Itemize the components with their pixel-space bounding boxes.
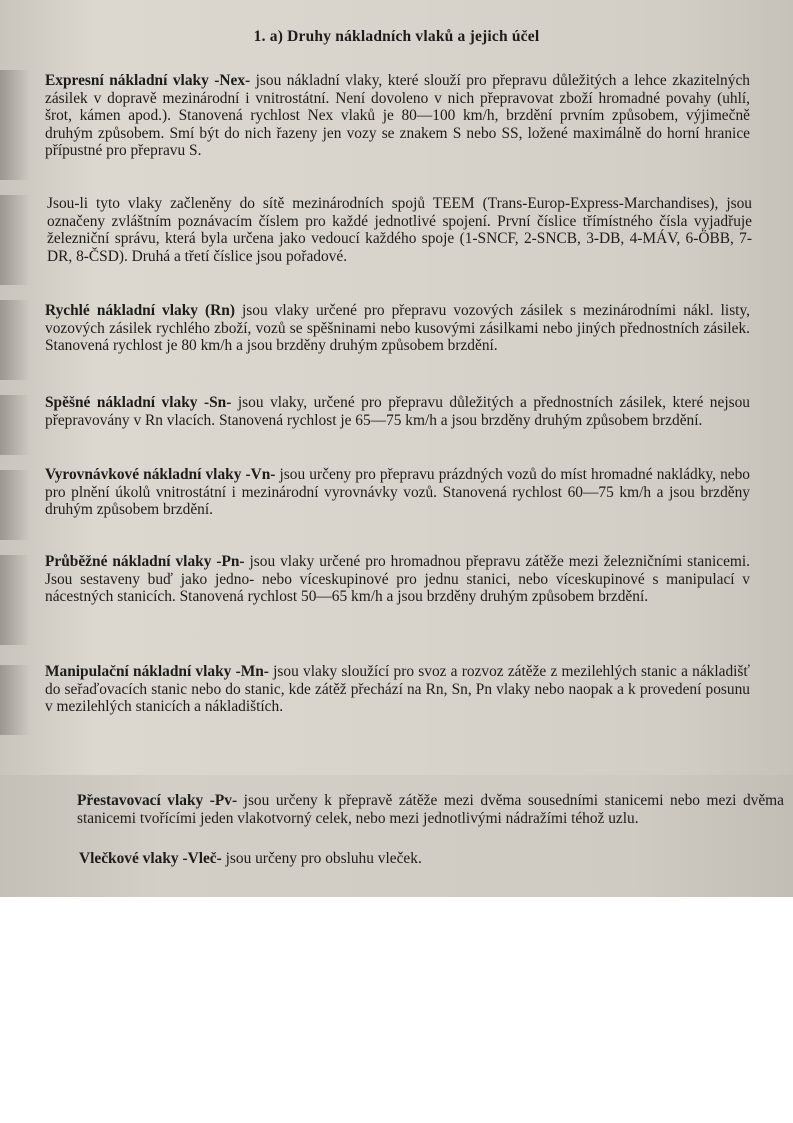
page-edge-shadow — [0, 70, 30, 180]
paragraph-teem — [47, 195, 752, 265]
paragraph-vn — [45, 466, 750, 519]
paragraph-text: jsou vlaky určené pro přepravu vozových zásilek s mezinárodními nákl. listy, vozových zásilek rychlého zboží, vozů se spěšninami nebo kusovými zásilkami nebo jiných přednostních zásilek. Stanovená rychlost je 80 km/h a jsou brzděny druhým způsobem brzdění. — [45, 302, 750, 355]
term-vlec: Vlečkové vlaky -Vleč- — [79, 850, 222, 867]
paragraph-sn — [45, 394, 750, 429]
section-title: 1. a) Druhy nákladních vlaků a jejich účel — [253, 28, 540, 45]
page-edge-shadow — [0, 665, 30, 735]
paragraph-mn — [45, 663, 750, 716]
term-pn: Průběžné nákladní vlaky -Pn- — [45, 553, 245, 570]
page-edge-shadow — [0, 395, 30, 455]
paragraph-text: jsou vlaky určené pro hromadnou přepravu zátěže mezi železničními stanicemi. Jsou sestaveny buď jako jedno- nebo víceskupinové pro jednu stanici, nebo víceskupinové s manipulací v nácestných stanicích. Stanovená rychlost 50—65 km/h a jsou brzděny druhým způsobem brzdění. — [45, 553, 750, 606]
paragraph-pv — [77, 792, 784, 827]
page-edge-shadow — [0, 300, 30, 380]
page-edge-shadow — [0, 470, 30, 540]
paragraph-text: jsou určeny k přepravě zátěže mezi dvěma sousedními stanicemi nebo mezi dvěma stanicemi tvořícími jeden vlakotvorný celek, nebo mezi jednotlivými nádražími téhož uzlu. — [77, 792, 784, 827]
term-mn: Manipulační nákladní vlaky -Mn- — [45, 663, 269, 680]
term-sn: Spěšné nákladní vlaky -Sn- — [45, 394, 232, 411]
page-edge-shadow — [0, 195, 30, 285]
paragraph-text: jsou vlaky sloužící pro svoz a rozvoz zátěže z mezilehlých stanic a nákladišť do seřaďovacích stanic nebo do stanic, kde zátěž přechází na Rn, Sn, Pn vlaky nebo naopak a k provedení posunu v mezilehlých stanicích a nákladištích. — [45, 663, 750, 716]
paragraph-pn — [45, 553, 750, 606]
scanned-page-bottom — [0, 775, 793, 897]
term-pv: Přestavovací vlaky -Pv- — [77, 792, 238, 809]
paragraph-rn — [45, 302, 750, 355]
term-nex: Expresní nákladní vlaky -Nex- — [45, 72, 251, 89]
term-rn: Rychlé nákladní vlaky (Rn) — [45, 302, 235, 319]
paragraph-vlec — [79, 850, 779, 868]
paragraph-text: Jsou-li tyto vlaky začleněny do sítě mezinárodních spojů TEEM (Trans-Europ-Express-Marchandises), jsou označeny zvláštním poznávacím číslem pro každé jednotlivé spojení. První číslice třímístného čísla vyjadřuje železniční správu, která byla určena jako vedoucí každého spoje (1-SNCF, 2-SNCB, 3-DB, 4-MÁV, 6-ÖBB, 7-DR, 8-ČSD). Druhá a třetí číslice jsou pořadové. — [47, 195, 752, 265]
paragraph-text: jsou vlaky, určené pro přepravu důležitých a přednostních zásilek, které nejsou přepravovány v Rn vlacích. Stanovená rychlost je 65—75 km/h a jsou brzděny druhým způsobem brzdění. — [45, 394, 750, 429]
paragraph-text: jsou určeny pro přepravu prázdných vozů do míst hromadné nakládky, nebo pro plnění úkolů vnitrostátní i mezinárodní vyrovnávky vozů. Stanovená rychlost 60—75 km/h a jsou brzděny druhým způsobem brzdění. — [45, 466, 750, 519]
paragraph-nex — [45, 72, 750, 160]
paragraph-text: jsou určeny pro obsluhu vleček. — [221, 850, 422, 867]
term-vn: Vyrovnávkové nákladní vlaky -Vn- — [45, 466, 276, 483]
page-edge-shadow — [0, 555, 30, 645]
paragraph-text: jsou nákladní vlaky, které slouží pro přepravu důležitých a lehce zkazitelných zásilek v dopravě mezinárodní i vnitrostátní. Není dovoleno v nich přepravovat zboží hromadné povahy (uhlí, šrot, kámen apod.). Stanovená rychlost Nex vlaků je 80—100 km/h, brzdění prvním způsobem, výjimečně druhým způsobem. Smí být do nich řazeny jen vozy se znakem S nebo SS, ložené maximálně do horní hranice přípustné pro přepravu S. — [45, 72, 750, 160]
